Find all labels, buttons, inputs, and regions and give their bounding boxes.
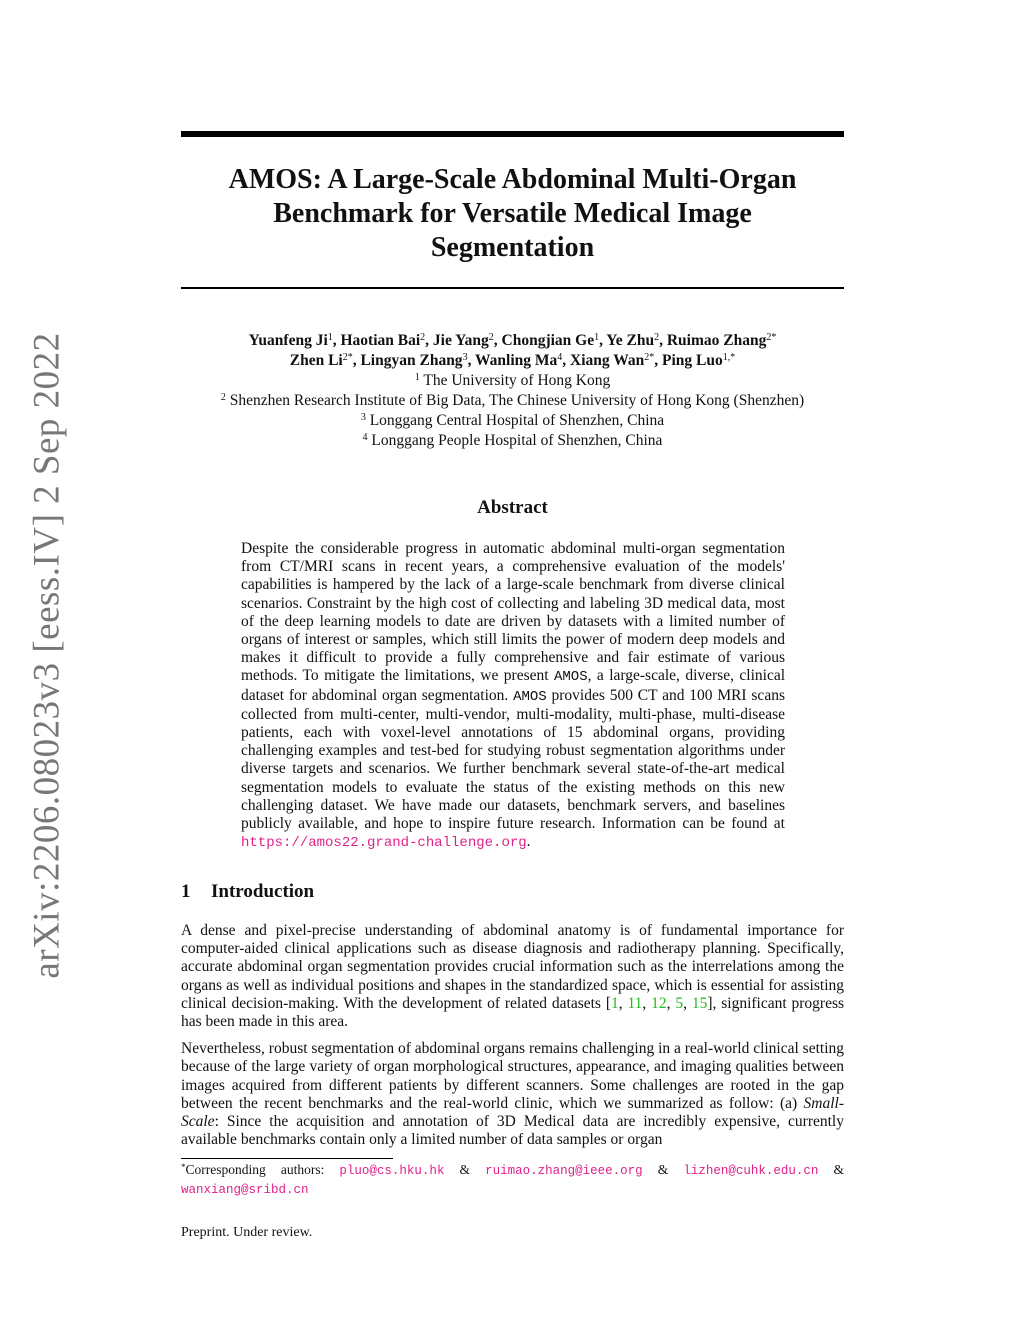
citation-link[interactable]: 15 bbox=[691, 994, 708, 1012]
author-line-2: Zhen $Li^{2*}$, Lingyan Zhang$^3$, Wanling Ma$^4$, Xiang Wan$^{2*}$, Ping Luo$^{1,*}$ bbox=[289, 352, 736, 369]
affiliation: $^2$ Shenzhen Research Institute of Big Data, The Chinese University of Hong Kong (Shenzhen) bbox=[220, 392, 805, 409]
citation-link[interactable]: 11 bbox=[627, 994, 643, 1012]
citation-link[interactable]: 5 bbox=[675, 994, 684, 1012]
challenge-url-link[interactable]: https://amos22.grand-challenge.org bbox=[241, 835, 527, 852]
footnote-corresponding-authors: *Corresponding authors: pluo@cs.hku.hk & ruimao.zhang@ieee.org & lizhen@cuhk.edu.cn & wanxiang@sribd.cn bbox=[181, 1162, 845, 1197]
author-line-1: Yuanfeng Ji$^1$, Haotian Bai$^2$, Jie Yang$^2$, Chongjian Ge$^1$, Ye Zhu$^2$, Ruimao Zhang$^{2*}$ bbox=[248, 332, 777, 349]
email-link[interactable]: wanxiang@sribd.cn bbox=[181, 1183, 309, 1197]
introduction-body bbox=[181, 922, 844, 1158]
preprint-notice: Preprint. Under review. bbox=[181, 1225, 313, 1240]
citation-link[interactable]: 1 bbox=[610, 994, 619, 1012]
section-heading-introduction: 1 Introduction bbox=[181, 881, 315, 902]
arxiv-identifier: arXiv:2206.08023v3 [eess.IV] 2 Sep 2022 bbox=[26, 331, 68, 979]
affiliation: $^4$ Longgang People Hospital of Shenzhen, China bbox=[362, 432, 663, 449]
intro-paragraph-1: A dense and pixel-precise understanding of abdominal anatomy is of fundamental importance for computer-aided clinical applications such as disease diagnosis and radiotherapy planning. Specifically, accurate abdominal organ segmentation provides crucial information such as the interrelations among the organs as well as individual positions and shapes in the standardized space, which is essential for assisting clinical decision-making. With the development of related datasets [1, 11, 12, 5, 15], significant progress has been made in this area. bbox=[181, 922, 845, 1031]
abstract-text: Despite the considerable progress in automatic abdominal multi-organ segmentation from CT/MRI scans in recent years, a comprehensive evaluation of the models' capabilities is hampered by the lack of a large-scale benchmark from diverse clinical scenarios. Constraint by the high cost of collecting and labeling 3D medical data, most of the deep learning models to date are driven by datasets with a limited number of organs of interest or samples, which still limits the power of modern deep models and makes it difficult to provide a fully comprehensive and fair estimate of various methods. To mitigate the limitations, we present AMOS, a large-scale, diverse, clinical dataset for abdominal organ segmentation. AMOS provides 500 CT and 100 MRI scans collected from multi-center, multi-vendor, multi-modality, multi-phase, multi-disease patients, each with voxel-level annotations of 15 abdominal organs, providing challenging examples and test-bed for studying robust segmentation algorithms under diverse targets and scenarios. We further benchmark several state-of-the-art medical segmentation models to evaluate the status of the existing methods on this new challenging dataset. We have made our datasets, benchmark servers, and baselines publicly available, and hope to inspire future research. Information can be found at https://amos22.grand-challenge.org. bbox=[241, 540, 786, 852]
email-link[interactable]: ruimao.zhang@ieee.org bbox=[485, 1164, 643, 1178]
title-bottom-rule bbox=[181, 287, 844, 289]
affiliation: $^1$ The University of Hong Kong bbox=[414, 372, 611, 389]
email-link[interactable]: pluo@cs.hku.hk bbox=[339, 1164, 445, 1178]
affiliation: $^3$ Longgang Central Hospital of Shenzhen, China bbox=[360, 412, 665, 429]
citation-link[interactable]: 12 bbox=[651, 994, 667, 1012]
paper-title: AMOS: A Large-Scale Abdominal Multi-Organ Benchmark for Versatile Medical Image Segmentation bbox=[228, 164, 797, 263]
author-block bbox=[181, 331, 844, 451]
title-top-rule bbox=[181, 131, 844, 137]
intro-paragraph-2: Nevertheless, robust segmentation of abdominal organs remains challenging in a real-world clinical setting because of the large variety of organ morphological structures, appearance, and imaging qualities between images acquired from different patients by different scanners. Some challenges are rooted in the gap between the recent benchmarks and the real-world clinic, which we summarized as follow: (a) Small-Scale: Since the acquisition and annotation of 3D Medical data are incredibly expensive, currently available benchmarks contain only a limited number of data samples or organ bbox=[181, 1040, 845, 1149]
arxiv-sidebar bbox=[22, 331, 72, 979]
footnote-rule bbox=[181, 1158, 393, 1159]
abstract-heading: Abstract bbox=[477, 497, 548, 518]
email-link[interactable]: lizhen@cuhk.edu.cn bbox=[683, 1164, 819, 1178]
